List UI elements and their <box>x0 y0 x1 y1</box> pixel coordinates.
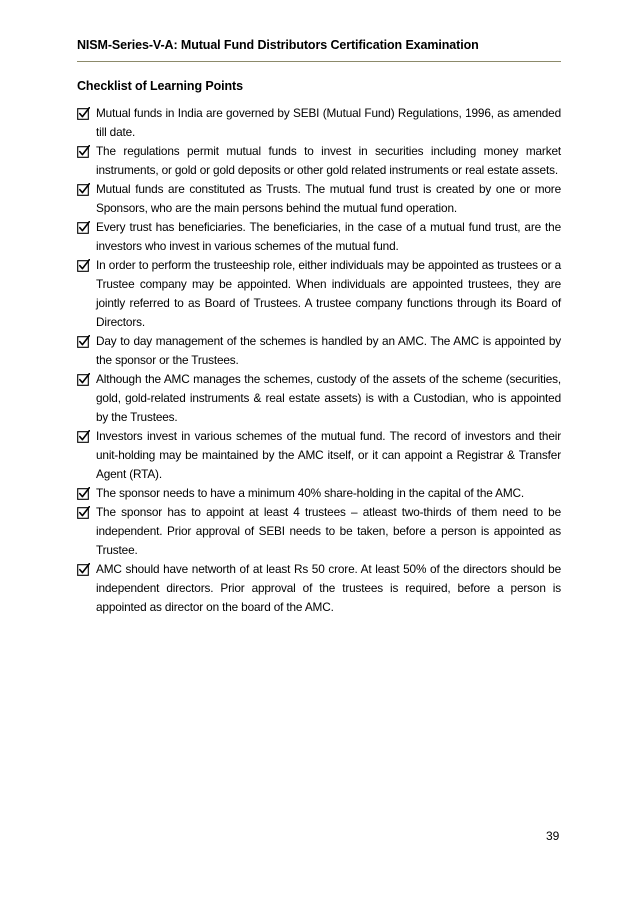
checklist-item-text: Investors invest in various schemes of the mutual fund. The record of investors and their unit-holding may be maintained by the AMC itself, or it can appoint a Registrar & Transfer Agent (RTA). <box>96 429 561 481</box>
checklist-item <box>77 484 561 503</box>
checklist-item-text: Mutual funds in India are governed by SEBI (Mutual Fund) Regulations, 1996, as amended till date. <box>96 106 561 139</box>
checklist-item <box>77 256 561 332</box>
checklist-item-text: Every trust has beneficiaries. The beneficiaries, in the case of a mutual fund trust, are the investors who invest in various schemes of the mutual fund. <box>96 220 561 253</box>
checklist-item-text: In order to perform the trusteeship role, either individuals may be appointed as trustees or a Trustee company may be appointed. When individuals are appointed trustees, they are jointly referred to as Board of Trustees. A trustee company functions through its Board of Directors. <box>96 258 561 329</box>
checklist-item <box>77 370 561 427</box>
checked-checkbox-icon <box>77 563 90 576</box>
checked-checkbox-icon <box>77 107 90 120</box>
checked-checkbox-icon <box>77 145 90 158</box>
checked-checkbox-icon <box>77 259 90 272</box>
page-number: 39 <box>546 829 560 843</box>
checklist-item-text: The regulations permit mutual funds to invest in securities including money market instruments, or gold or gold deposits or other gold related instruments or real estate assets. <box>96 144 561 177</box>
checklist-item <box>77 560 561 617</box>
checklist-item <box>77 427 561 484</box>
checked-checkbox-icon <box>77 373 90 386</box>
header-divider <box>77 61 561 62</box>
learning-points-checklist <box>77 104 561 617</box>
checklist-item <box>77 104 561 142</box>
checklist-item-text: The sponsor has to appoint at least 4 trustees – atleast two-thirds of them need to be independent. Prior approval of SEBI needs to be taken, before a person is appointed as Trustee. <box>96 505 561 557</box>
checklist-item <box>77 332 561 370</box>
checklist-item <box>77 180 561 218</box>
checklist-item-text: The sponsor needs to have a minimum 40% share-holding in the capital of the AMC. <box>96 486 525 500</box>
checked-checkbox-icon <box>77 221 90 234</box>
checklist-item-text: Day to day management of the schemes is handled by an AMC. The AMC is appointed by the sponsor or the Trustees. <box>96 334 561 367</box>
section-title: Checklist of Learning Points <box>77 79 243 93</box>
checked-checkbox-icon <box>77 335 90 348</box>
checked-checkbox-icon <box>77 506 90 519</box>
checklist-item <box>77 503 561 560</box>
checklist-item-text: AMC should have networth of at least Rs 50 crore. At least 50% of the directors should be independent directors. Prior approval of the trustees is required, before a person is appointed as director on the board of the AMC. <box>96 562 561 614</box>
checklist-item-text: Mutual funds are constituted as Trusts. The mutual fund trust is created by one or more Sponsors, who are the main persons behind the mutual fund operation. <box>96 182 561 215</box>
checklist-item <box>77 218 561 256</box>
page-header-title: NISM-Series-V-A: Mutual Fund Distributors Certification Examination <box>77 38 479 52</box>
checked-checkbox-icon <box>77 183 90 196</box>
checked-checkbox-icon <box>77 487 90 500</box>
checklist-item <box>77 142 561 180</box>
checked-checkbox-icon <box>77 430 90 443</box>
checklist-item-text: Although the AMC manages the schemes, custody of the assets of the scheme (securities, gold, gold-related instruments & real estate assets) is with a Custodian, who is appointed by the Trustees. <box>96 372 561 424</box>
